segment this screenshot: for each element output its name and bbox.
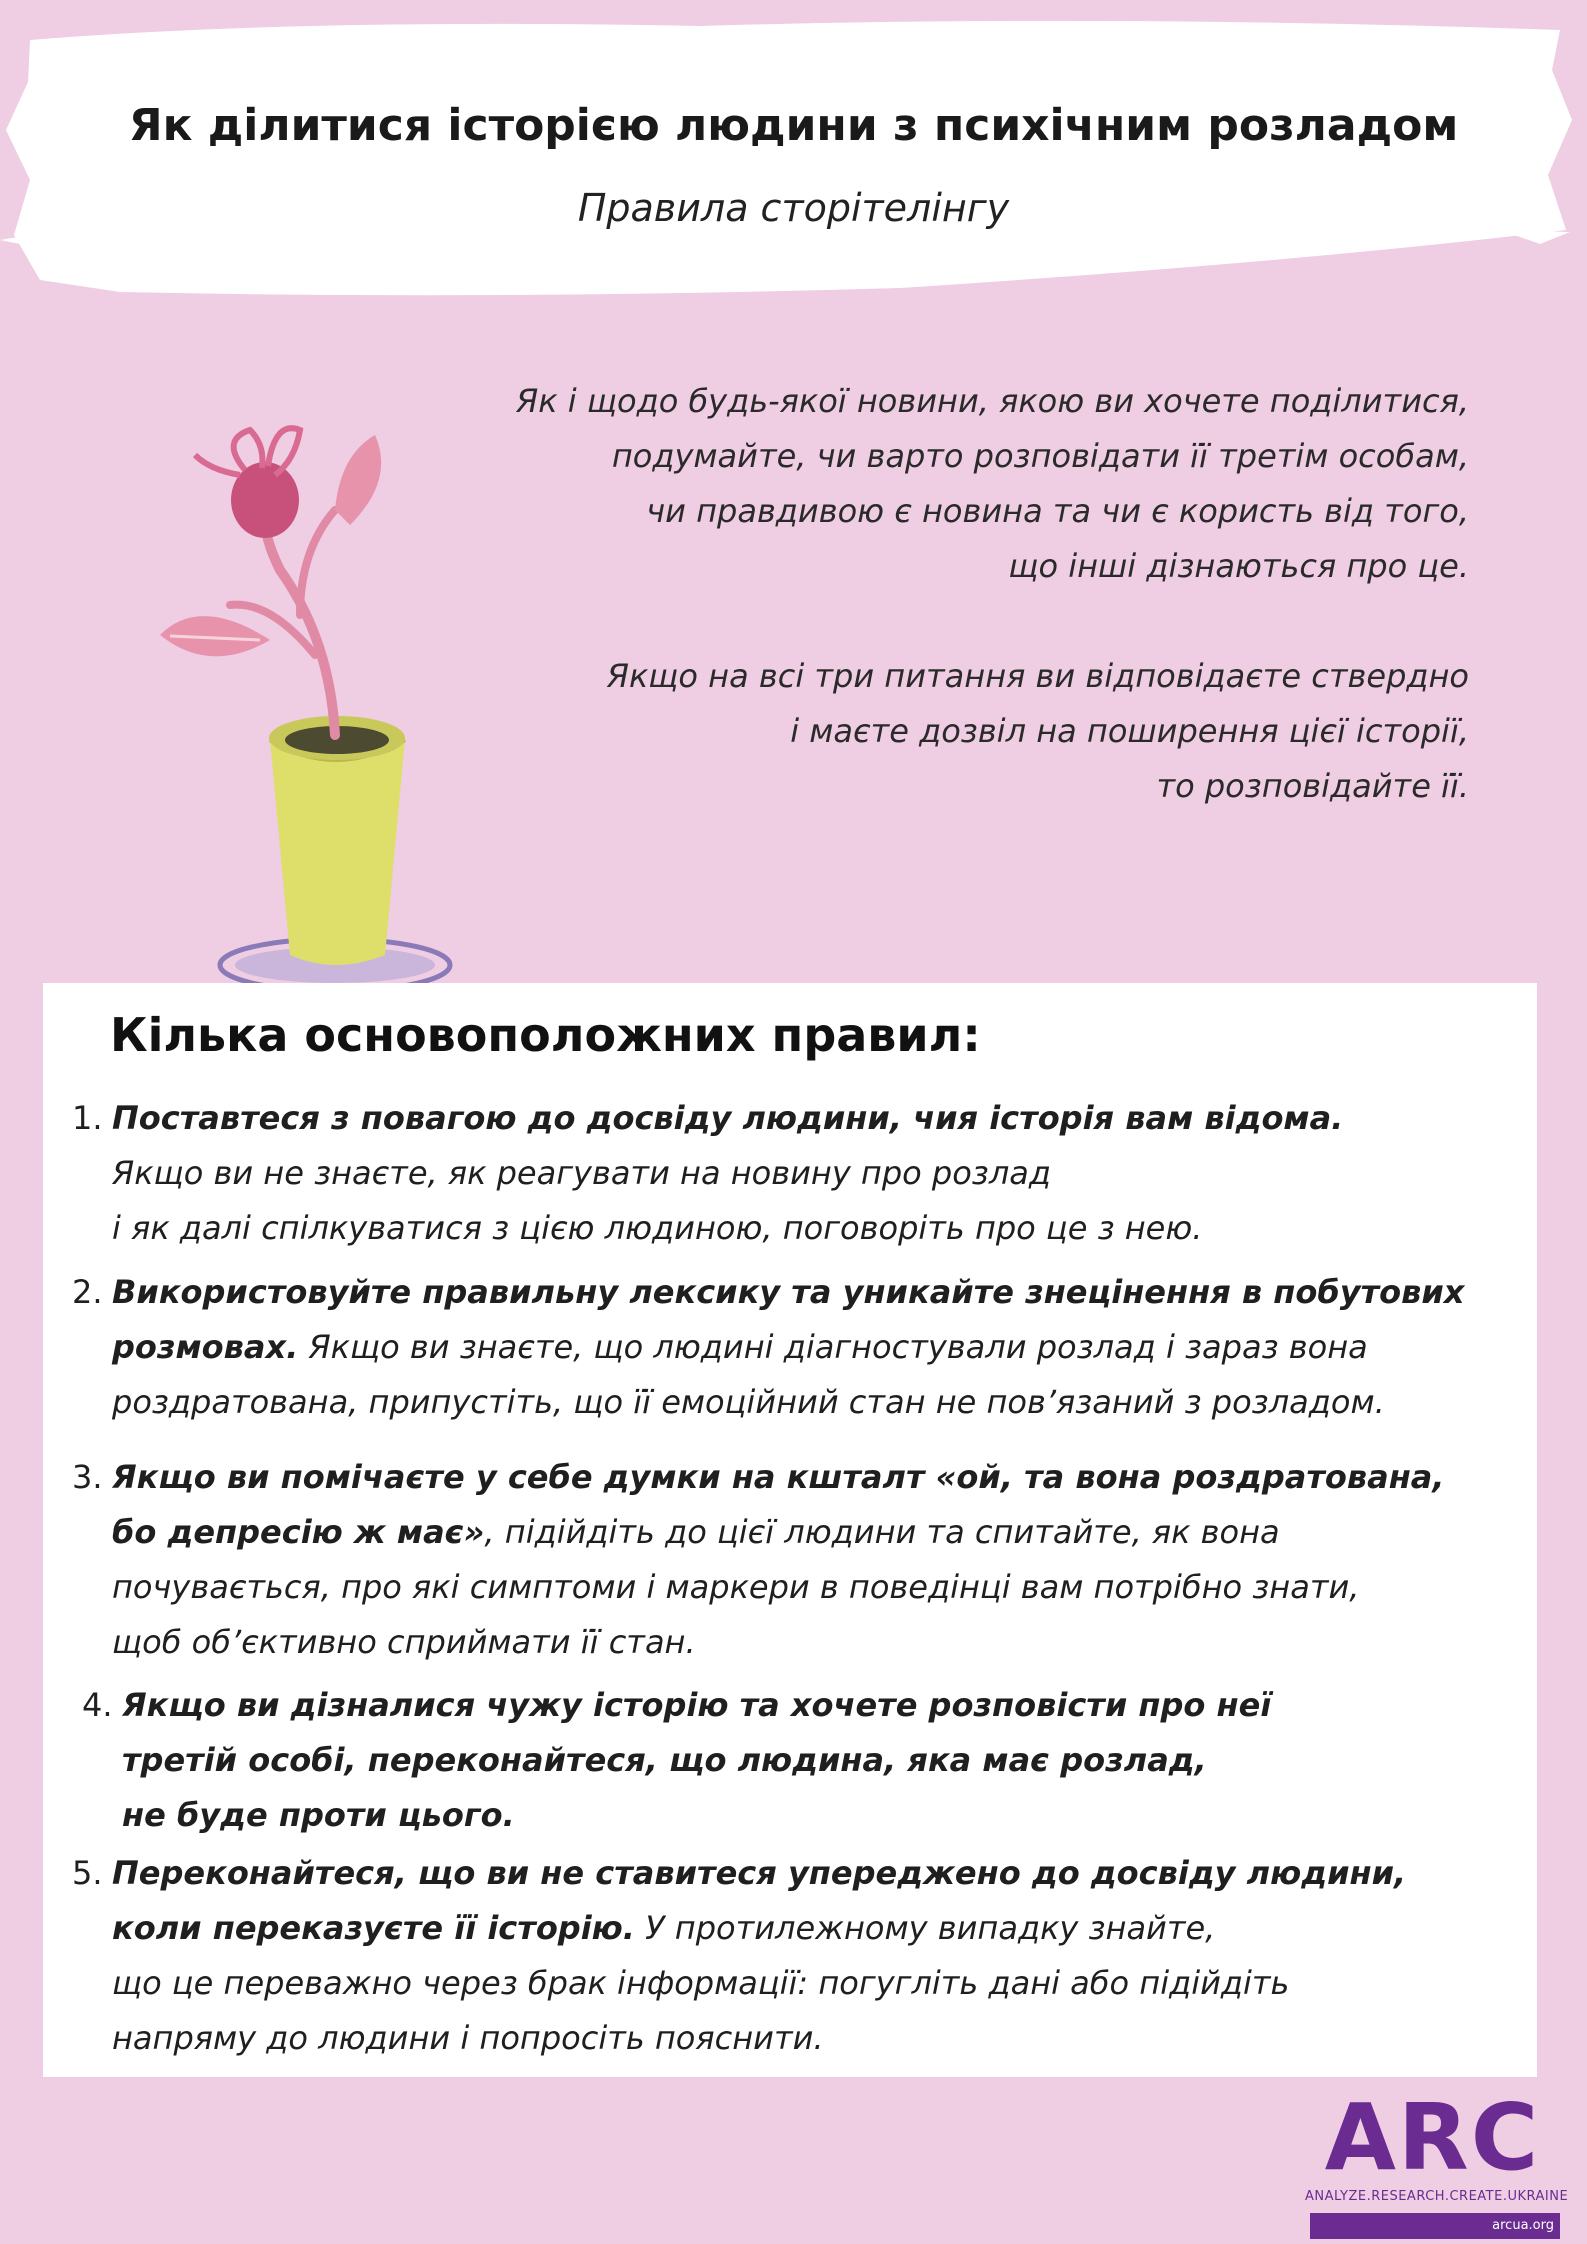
rule-item [72,1450,1445,1670]
intro-line: чи правдивою є новина та чи є користь від того, [646,492,1469,530]
rule-text: Якщо ви знаєте, що людині діагностували розлад і зараз вона [298,1328,1368,1366]
rule-number: 1. [72,1099,103,1137]
rule-heading: розмовах. [112,1328,299,1366]
arc-logo: ARC [1324,2084,1541,2191]
rule-heading: Якщо ви дізналися чужу історію та хочете розповісти про неї [122,1686,1272,1724]
rule-heading: Використовуйте правильну лексику та уникайте знецінення в побутових [112,1273,1465,1311]
rule-text: Якщо ви не знаєте, як реагувати на новину про розлад [112,1154,1051,1192]
rule-item [72,1091,1343,1256]
rule-heading: третій особі, переконайтеся, що людина, яка має розлад, [122,1741,1207,1779]
intro-line: Як і щодо будь-якої новини, якою ви хочете поділитися, [516,382,1469,420]
rule-number: 5. [72,1854,103,1892]
rule-heading: Переконайтеся, що ви не ставитеся упереджено до досвіду людини, [112,1854,1407,1892]
rule-heading: Поставтеся з повагою до досвіду людини, чия історія вам відома. [112,1099,1344,1137]
rule-text: і як далі спілкуватися з цією людиною, поговоріть про це з нею. [112,1209,1203,1247]
intro-line: подумайте, чи варто розповідати її третім особам, [611,437,1469,475]
intro-line: то розповідайте її. [1156,767,1469,805]
rule-heading: коли переказуєте її історію. [112,1909,635,1947]
rule-heading: Якщо ви помічаєте у себе думки на кшталт «ой, та вона роздратована, [112,1458,1445,1496]
rule-text: що це переважно через брак інформації: погугліть дані або підійдіть [112,1964,1290,2002]
page-subtitle: Правила сторітелінгу [577,186,1010,230]
rule-number: 2. [72,1273,103,1311]
rule-text: щоб об’єктивно сприймати її стан. [112,1623,696,1661]
rule-number: 3. [72,1458,103,1496]
header-brush-stroke [0,0,1587,320]
rule-heading: бо депресію ж має» [112,1513,485,1551]
rule-text: почувається, про які симптоми і маркери в поведінці вам потрібно знати, [112,1568,1360,1606]
rule-item [72,1265,1464,1430]
rules-title: Кілька основоположних правил: [110,1008,981,1062]
rule-text: У протилежному випадку знайте, [634,1909,1216,1947]
rule-heading: не буде проти цього. [122,1796,515,1834]
intro-text [409,374,1469,814]
rule-text: роздратована, припустіть, що її емоційний стан не пов’язаний з розладом. [112,1383,1385,1421]
rule-text: , підійдіть до цієї людини та спитайте, як вона [484,1513,1280,1551]
rule-number: 4. [82,1686,113,1724]
arc-tagline: ANALYZE.RESEARCH.CREATE.UKRAINE [1305,2189,1569,2204]
intro-line: що інші дізнаються про це. [1008,547,1469,585]
rule-item [82,1678,1271,1843]
rule-text: напряму до людини і попросіть пояснити. [112,2019,824,2057]
intro-line: і маєте дозвіл на поширення цієї історії, [790,712,1469,750]
page-title: Як ділитися історією людини з психічним розладом [128,100,1459,151]
rule-item [72,1846,1406,2066]
intro-line: Якщо на всі три питання ви відповідаєте ствердно [606,657,1469,695]
arc-site: arcua.org [1492,2218,1554,2233]
